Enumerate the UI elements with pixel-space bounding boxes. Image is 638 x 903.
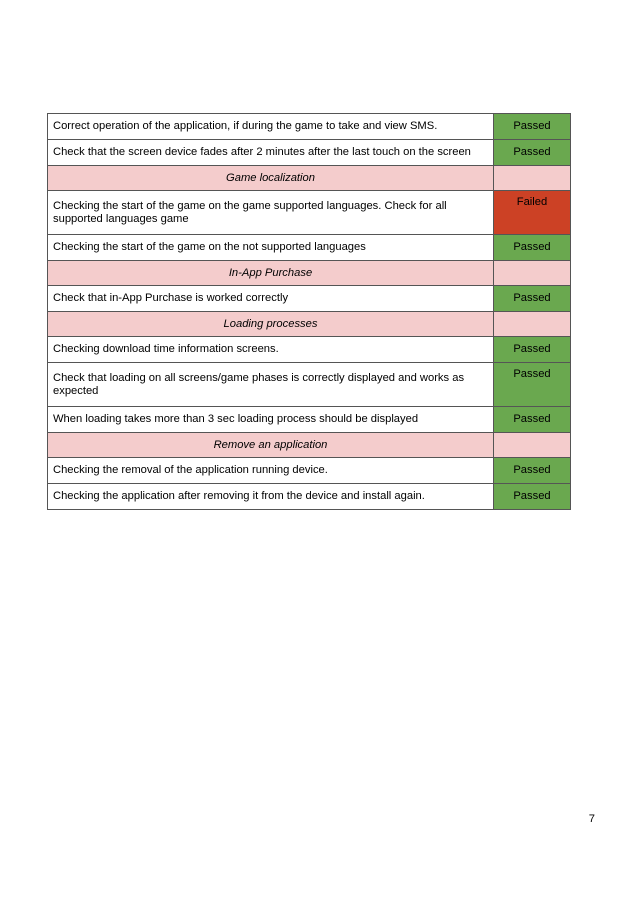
test-description: Check that in-App Purchase is worked correctly [48,286,494,312]
status-badge-passed: Passed [494,458,571,484]
test-row [48,191,571,235]
status-badge-passed: Passed [494,484,571,510]
section-status-empty [494,166,571,191]
status-badge-passed: Passed [494,114,571,140]
section-row [48,312,571,337]
status-badge-passed: Passed [494,140,571,166]
section-status-empty [494,261,571,286]
test-description: Checking the application after removing it from the device and install again. [48,484,494,510]
section-row [48,166,571,191]
test-results-table [47,113,571,510]
status-badge-passed: Passed [494,363,571,407]
status-badge-passed: Passed [494,235,571,261]
test-description: When loading takes more than 3 sec loading process should be displayed [48,407,494,433]
section-title: In-App Purchase [48,261,494,286]
test-row [48,458,571,484]
test-row [48,363,571,407]
section-title: Game localization [48,166,494,191]
test-row [48,140,571,166]
section-status-empty [494,312,571,337]
test-description: Checking the removal of the application running device. [48,458,494,484]
test-description: Check that loading on all screens/game phases is correctly displayed and works as expected [48,363,494,407]
status-badge-passed: Passed [494,407,571,433]
test-description: Checking the start of the game on the not supported languages [48,235,494,261]
test-row [48,484,571,510]
section-title: Remove an application [48,433,494,458]
section-row [48,433,571,458]
test-row [48,235,571,261]
test-description: Checking the start of the game on the game supported languages. Check for all supported languages game [48,191,494,235]
section-status-empty [494,433,571,458]
section-title: Loading processes [48,312,494,337]
test-description: Correct operation of the application, if during the game to take and view SMS. [48,114,494,140]
test-row [48,114,571,140]
page-number: 7 [588,813,595,825]
section-row [48,261,571,286]
test-description: Check that the screen device fades after 2 minutes after the last touch on the screen [48,140,494,166]
test-row [48,337,571,363]
test-description: Checking download time information screens. [48,337,494,363]
test-row [48,286,571,312]
test-row [48,407,571,433]
status-badge-failed: Failed [494,191,571,235]
status-badge-passed: Passed [494,286,571,312]
status-badge-passed: Passed [494,337,571,363]
